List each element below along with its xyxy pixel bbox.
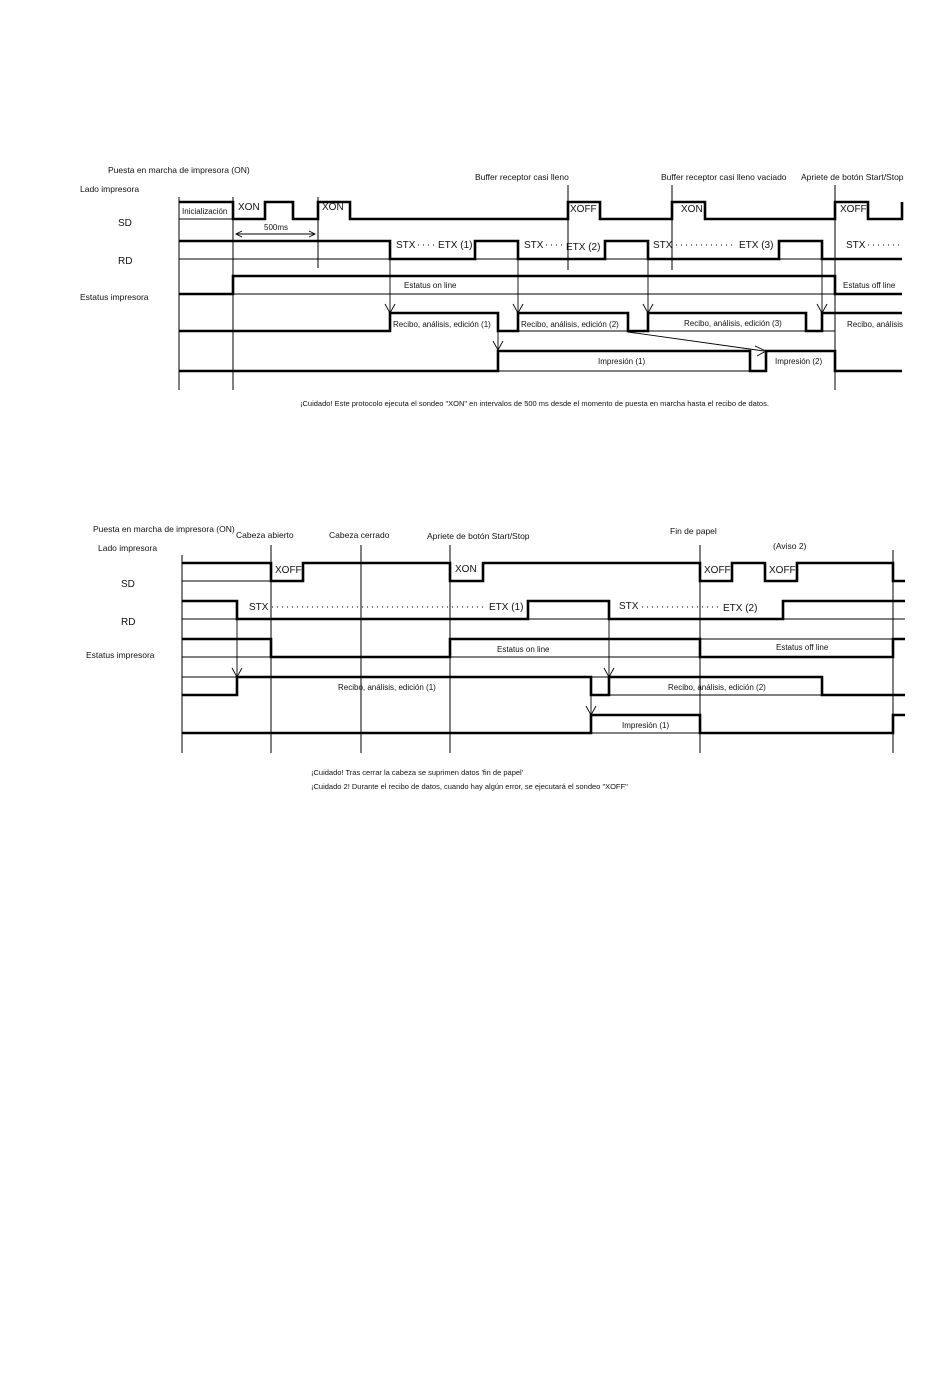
head-closed-event: Cabeza cerrado: [329, 530, 390, 540]
stx-label: STX: [396, 240, 416, 251]
xon-label: XON: [681, 204, 703, 215]
queue-arrow: [628, 332, 764, 351]
xoff-label: XOFF: [840, 204, 867, 215]
receive-label: Recibo, análisis: [847, 320, 904, 329]
timing-diagram-2: [0, 515, 950, 805]
stx-label: STX: [524, 240, 544, 251]
paper-end-event: Fin de papel: [670, 526, 717, 536]
receive-label: Recibo, análisis, edición (2): [521, 320, 619, 329]
stx-label: STX: [619, 601, 639, 612]
stx-label: STX: [653, 240, 673, 251]
stx-label: STX: [846, 240, 866, 251]
xoff-label: XOFF: [275, 565, 302, 576]
printer-side-label: Lado impresora: [80, 184, 140, 194]
print-waveform: [182, 715, 905, 733]
receive-label: Recibo, análisis, edición (2): [668, 683, 766, 692]
sd-row-label: SD: [121, 579, 135, 590]
etx-label: ETX (1): [438, 240, 473, 251]
online-label: Estatus on line: [497, 645, 550, 654]
xoff-label: XOFF: [570, 204, 597, 215]
receive-label: Recibo, análisis, edición (1): [393, 320, 491, 329]
etx-label: ETX (2): [566, 242, 601, 253]
offline-label: Estatus off line: [843, 281, 896, 290]
warning-2-event: (Aviso 2): [773, 541, 807, 551]
etx-label: ETX (1): [489, 602, 524, 613]
print-label: Impresión (1): [598, 357, 646, 366]
caution-note: ¡Cuidado! Este protocolo ejecuta el sondeo "XON" en intervalos de 500 ms desde el momento de puesta en marcha hasta el recibo de datos.: [300, 399, 769, 408]
head-open-event: Cabeza abierto: [236, 530, 294, 540]
rd-row-label: RD: [121, 617, 136, 628]
receive-label: Recibo, análisis, edición (3): [684, 319, 782, 328]
power-on-label: Puesta en marcha de impresora (ON): [93, 524, 235, 534]
power-on-label: Puesta en marcha de impresora (ON): [108, 165, 250, 175]
print-label: Impresión (1): [622, 721, 670, 730]
receive-waveform: [182, 677, 905, 695]
status-row-label: Estatus impresora: [86, 650, 155, 660]
etx-label: ETX (2): [723, 603, 758, 614]
sd-waveform: [179, 202, 902, 219]
status-row-label: Estatus impresora: [80, 292, 149, 302]
arrowhead: [755, 346, 766, 356]
online-label: Estatus on line: [404, 281, 457, 290]
printer-side-label: Lado impresora: [98, 543, 158, 553]
status-waveform: [179, 276, 902, 294]
caution-note-2: ¡Cuidado 2! Durante el recibo de datos, cuando hay algún error, se ejecutará el sondeo "XOFF": [311, 782, 628, 791]
receive-label: Recibo, análisis, edición (1): [338, 683, 436, 692]
xon-label: XON: [238, 202, 260, 213]
print-label: Impresión (2): [775, 357, 823, 366]
rd-waveform: [182, 601, 905, 619]
xon-label: XON: [322, 202, 344, 213]
buffer-emptied-event: Buffer receptor casi lleno vaciado: [661, 172, 787, 182]
init-label: Inicialización: [182, 207, 228, 216]
start-stop-event: Apriete de botón Start/Stop: [801, 172, 904, 182]
sd-row-label: SD: [118, 218, 132, 229]
rd-row-label: RD: [118, 256, 133, 267]
start-stop-event: Apriete de botón Start/Stop: [427, 531, 530, 541]
etx-label: ETX (3): [739, 240, 774, 251]
xoff-label: XOFF: [704, 565, 731, 576]
xon-label: XON: [455, 564, 477, 575]
caution-note-1: ¡Cuidado! Tras cerrar la cabeza se suprimen datos 'fin de papel': [311, 768, 524, 777]
interval-label: 500ms: [264, 223, 289, 232]
buffer-full-event: Buffer receptor casi lleno: [475, 172, 569, 182]
timing-diagram-2-svg: [0, 515, 950, 805]
timing-diagram-1: [0, 150, 950, 420]
timing-diagram-1-svg: [0, 150, 950, 420]
stx-label: STX: [249, 602, 269, 613]
xoff-label: XOFF: [769, 565, 796, 576]
offline-label: Estatus off line: [776, 643, 829, 652]
